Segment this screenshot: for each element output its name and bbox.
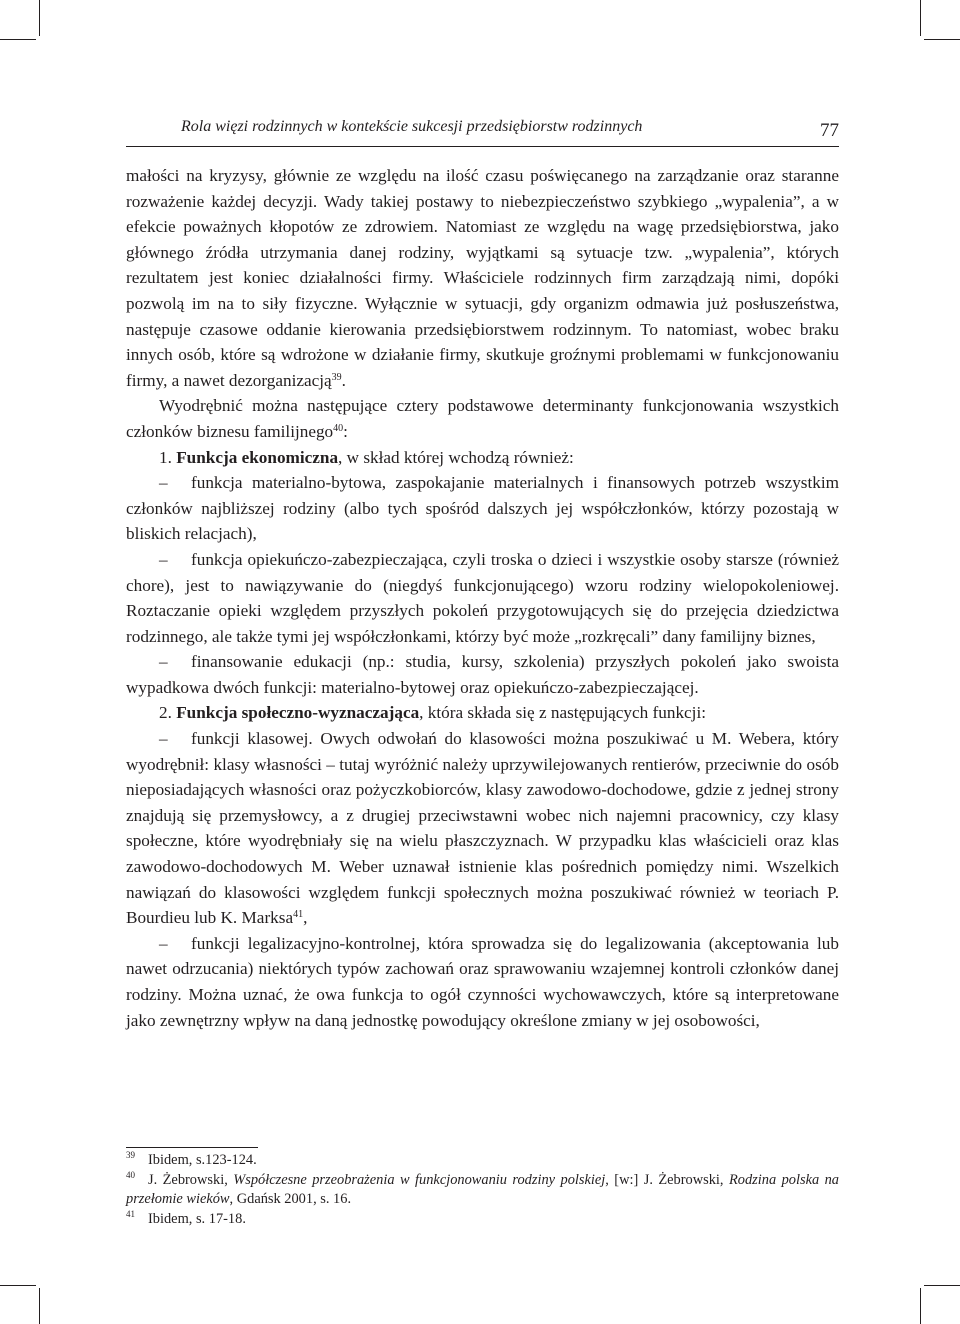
dash-item-education: – finansowanie edukacji (np.: studia, kursy, szkolenia) przyszłych pokoleń jako swoista wypadkowa dwóch funkcji: materialno-bytowej oraz opiekuńczo-zabezpieczającej. [126,649,839,700]
dash-mark: – [159,729,168,749]
body-text [126,163,839,1033]
footnote-ref-39[interactable]: 39 [331,371,342,383]
paragraph-determinants: Wyodrębnić można następujące cztery podstawowe determinanty funkcjonowania wszystkich członków biznesu familijnego$^{40}$: [126,396,839,441]
crop-mark-top-left-h [0,39,36,40]
dash-mark: – [159,652,168,672]
footnote-ref-40[interactable]: 40 [333,422,344,434]
crop-mark-bottom-left [39,1288,40,1324]
dash-mark: – [159,549,168,569]
crop-mark-top-right-h [924,39,960,40]
list-item-1: 1. Funkcja ekonomiczna, w skład której wchodzą również: [159,447,574,467]
page-header [126,114,839,146]
footnote-ref-41[interactable]: 41 [293,909,304,921]
footnote-rule [126,1147,258,1148]
list-item-2: 2. Funkcja społeczno-wyznaczająca, która składa się z następujących funkcji: [159,703,707,723]
footnote-41: $^{41}$ Ibidem, s. 17-18. [126,1208,246,1227]
header-rule [126,146,839,147]
dash-mark: – [159,933,168,953]
crop-mark-bottom-right [920,1288,921,1324]
footnote-39: $^{39}$ Ibidem, s.123-124. [126,1150,257,1168]
dash-item-legal: – funkcji legalizacyjno-kontrolnej, która sprowadza się do legalizowania (akceptowania lub nawet odrzucania) niektórych typów zachowań oraz sprawowaniu wzajemnej kontroli członków danej rodziny. Można uznać, że owa funkcja to ogół czynności wychowawczych, które są interpretowane jako zewnętrzny wpływ na daną jednostkę powodujący określone zmiany w jej osobowości, [126,931,839,1033]
dash-item-care: – funkcja opiekuńczo-zabezpieczająca, czyli troska o dzieci i wszystkie osoby starsze (również chore), jest to nawiązywanie do (niegdyś funkcjonującego) wzoru rodziny wielopokoleniowej. Roztaczanie opieki względem przyszłych pokoleń przygotowujących się do przejęcia dziedzictwa rodzinnego, ale także tymi jej współczłonkami, którzy być może „rozkręcali” dany familijny biznes, [126,547,839,649]
footnote-40: $^{40}$ J. Żebrowski, Współczesne przeobrażenia w funkcjonowaniu rodziny polskiej, [w:] J. Żebrowski, Rodzina polska na przełomie wieków, Gdańsk 2001, s. 16. [126,1169,839,1207]
dash-item-class: – funkcji klasowej. Owych odwołań do klasowości można poszukiwać u M. Webera, który wyodrębnił: klasy własności – tutaj wyróżnić należy uprzywilejowanych rentierów, przeciwnie do osób nieposiadających własności oraz pożyczkobiorców, klasy zawodowo-dochodowe, gdzie z jednej strony znajdują się przemysłowcy, a z drugiej przeciwstawni wobec nich najemni pracownicy, czy klasy społeczne, które wyodrębniały się na wielu płaszczyznach. W przypadku klas właścicieli oraz klas zawodowo-dochodowych M. Weber uznawał istnienie klas pośrednich pomiędzy nimi. Wszelkich nawiązań do klasowości względem funkcji społecznych można poszukiwać również w teoriach P. Bourdieu lub K. Marksa$^{41}$, [126,726,839,931]
paragraph-continued: małości na kryzysy, głównie ze względu na ilość czasu poświęcanego na zarządzanie oraz staranne rozważenie każdej decyzji. Wady takiej postawy to niebezpieczeństwo szybkiego „wypalenia”, a w efekcie poważnych kłopotów ze zdrowiem. Natomiast ze względu na wagę przedsiębiorstwa, jako głównego źródła utrzymania danej rodziny, wyjątkami są sytuacje tzw. „wypalenia”, których rezultatem jest koniec działalności firmy. Właściciele rodzinnych firm zarządzają nimi, dopóki pozwolą im na to siły fizyczne. Wyłącznie w sytuacji, gdy organizm odmawia już posłuszeństwa, następuje czasowe oddanie kierowania przedsiębiorstwem rodzinnym. To natomiast, wobec braku innych osób, które są wdrożone w działanie firmy, skutkuje groźnymi problemami w funkcjonowaniu firmy, a nawet dezorganizacją$^{39}$. [126,166,839,390]
crop-mark-bottom-right-h [924,1285,960,1286]
footnotes [126,1151,839,1229]
crop-mark-top-left [39,0,40,36]
crop-mark-top-right [920,0,921,36]
page-number: 77 [820,120,839,141]
crop-mark-bottom-left-h [0,1285,36,1286]
dash-mark: – [159,473,168,493]
running-title: Rola więzi rodzinnych w kontekście sukcesji przedsiębiorstw rodzinnych [181,118,643,135]
dash-item-material: – funkcja materialno-bytowa, zaspokajanie materialnych i finansowych potrzeb wszystkim członków najbliższej rodziny (albo tych spośród dalszych jej współczłonków, którzy pozostają w bliskich relacjach), [126,470,839,547]
list-item-1-title: Funkcja ekonomiczna [176,447,339,467]
list-item-2-title: Funkcja społeczno-wyznaczająca [176,703,420,723]
